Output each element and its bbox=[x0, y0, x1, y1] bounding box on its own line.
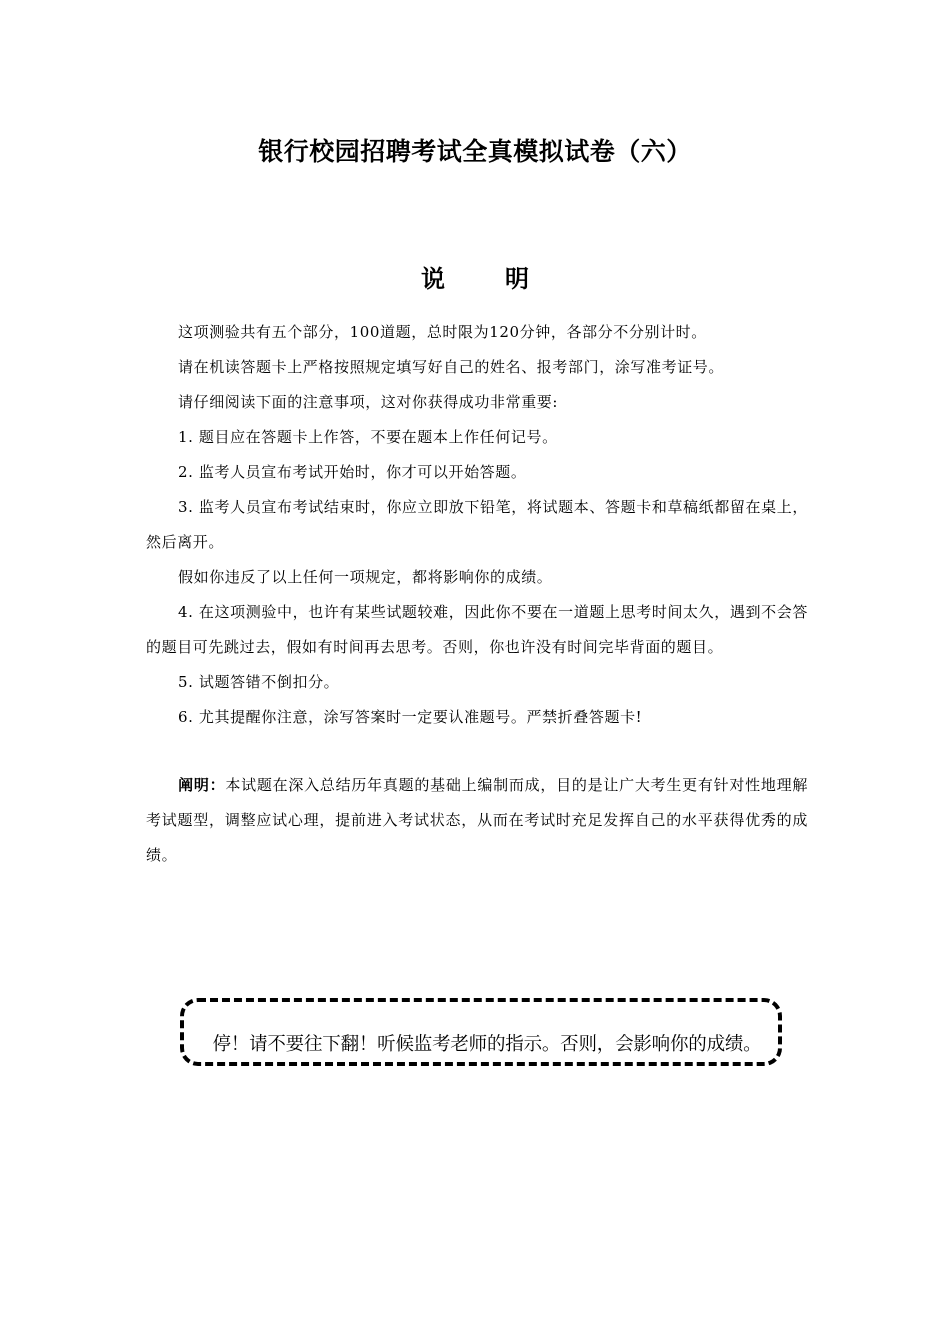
stop-notice-text: 停！请不要往下翻！听候监考老师的指示。否则，会影响你的成绩。 bbox=[212, 1034, 762, 1055]
instructions-heading bbox=[0, 262, 950, 296]
disclaimer-note bbox=[146, 768, 808, 873]
heading-char-1: 说 bbox=[421, 265, 445, 293]
instruction-paragraph: 假如你违反了以上任何一项规定，都将影响你的成绩。 bbox=[178, 568, 553, 586]
instructions-body bbox=[146, 315, 808, 735]
instruction-item: 5. 试题答错不倒扣分。 bbox=[178, 673, 340, 691]
disclaimer-text: 本试题在深入总结历年真题的基础上编制而成，目的是让广大考生更有针对性地理解考试题型，调整应试心理，提前进入考试状态，从而在考试时充足发挥自己的水平获得优秀的成绩。 bbox=[146, 776, 808, 864]
document-title: 银行校园招聘考试全真模拟试卷（六） bbox=[258, 137, 692, 166]
instruction-item: 1. 题目应在答题卡上作答，不要在题本上作任何记号。 bbox=[178, 428, 558, 446]
instruction-item: 6. 尤其提醒你注意，涂写答案时一定要认准题号。严禁折叠答题卡! bbox=[178, 708, 643, 726]
instruction-item: 3. 监考人员宣布考试结束时，你应立即放下铅笔，将试题本、答题卡和草稿纸都留在桌上，然后离开。 bbox=[146, 498, 808, 551]
instruction-item: 2. 监考人员宣布考试开始时，你才可以开始答题。 bbox=[178, 463, 527, 481]
heading-char-2: 明 bbox=[505, 265, 529, 293]
instruction-item: 4. 在这项测验中，也许有某些试题较难，因此你不要在一道题上思考时间太久，遇到不会答的题目可先跳过去，假如有时间再去思考。否则，你也许没有时间完毕背面的题目。 bbox=[146, 603, 808, 656]
disclaimer-label: 阐明： bbox=[178, 776, 226, 794]
instruction-paragraph: 这项测验共有五个部分，100道题，总时限为120分钟，各部分不分别计时。 bbox=[178, 323, 707, 341]
instruction-paragraph: 请在机读答题卡上严格按照规定填写好自己的姓名、报考部门，涂写准考证号。 bbox=[178, 358, 725, 376]
instruction-paragraph: 请仔细阅读下面的注意事项，这对你获得成功非常重要: bbox=[178, 393, 559, 411]
